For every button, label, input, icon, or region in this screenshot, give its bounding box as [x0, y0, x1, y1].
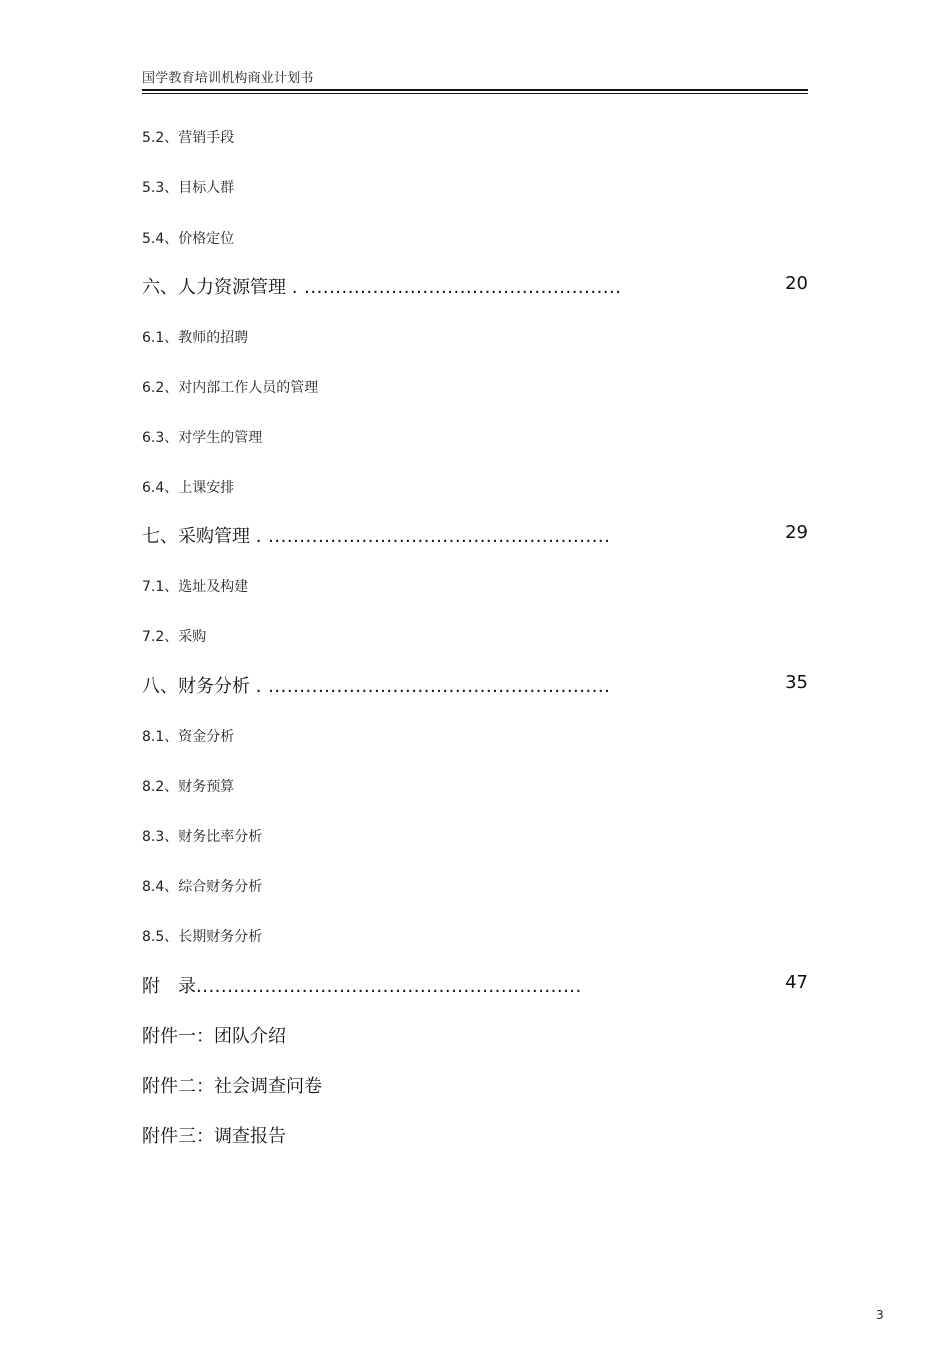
header-rule-thin	[142, 93, 808, 94]
toc-entry-attachment-1[interactable]	[142, 1022, 808, 1048]
toc-page-number: 47	[785, 972, 808, 993]
toc-entry-label: 八、财务分析	[142, 676, 256, 697]
toc-entry-label: 附 录	[142, 976, 196, 997]
toc-entry-5-4[interactable]	[142, 228, 808, 248]
page-number: 3	[876, 1308, 884, 1322]
running-header-title: 国学教育培训机构商业计划书	[142, 71, 314, 86]
toc-entry-6-4[interactable]	[142, 477, 808, 497]
toc-entry-label: 6.2、对内部工作人员的管理	[142, 380, 319, 396]
toc-entry-7-1[interactable]	[142, 576, 808, 596]
toc-entry-label: 7.1、选址及构建	[142, 579, 249, 595]
toc-entry-label: 6.1、教师的招聘	[142, 330, 249, 346]
toc-entry-chapter-8[interactable]	[142, 672, 808, 698]
toc-entry-8-2[interactable]	[142, 776, 808, 796]
toc-entry-8-5[interactable]	[142, 926, 808, 946]
header-rule-thick	[142, 89, 808, 91]
toc-leader-dots: ..............................................................	[196, 976, 582, 997]
toc-entry-5-2[interactable]	[142, 127, 808, 147]
toc-entry-label: 8.1、资金分析	[142, 729, 235, 745]
toc-entry-attachment-2[interactable]	[142, 1072, 808, 1098]
toc-entry-chapter-7[interactable]	[142, 522, 808, 548]
toc-leader-dots: . .......................................................	[255, 676, 611, 697]
toc-entry-6-3[interactable]	[142, 427, 808, 447]
toc-leader-dots: . .......................................................	[255, 526, 611, 547]
toc-entry-attachment-3[interactable]	[142, 1122, 808, 1148]
toc-page-number: 20	[785, 273, 808, 294]
toc-entry-label: 附件二：社会调查问卷	[142, 1076, 322, 1097]
toc-entry-label: 5.4、价格定位	[142, 231, 235, 247]
toc-entry-label: 6.4、上课安排	[142, 480, 235, 496]
toc-entry-label: 5.3、目标人群	[142, 180, 235, 196]
toc-entry-label: 8.2、财务预算	[142, 779, 235, 795]
toc-entry-8-1[interactable]	[142, 726, 808, 746]
toc-entry-label: 附件一：团队介绍	[142, 1026, 286, 1047]
header-double-rule	[142, 89, 808, 94]
toc-entry-label: 七、采购管理	[142, 526, 256, 547]
toc-entry-8-3[interactable]	[142, 826, 808, 846]
toc-entry-label: 8.3、财务比率分析	[142, 829, 263, 845]
toc-entry-label: 7.2、采购	[142, 629, 207, 645]
toc-entry-label: 六、人力资源管理	[142, 277, 292, 298]
toc-page-number: 35	[785, 672, 808, 693]
toc-entry-6-2[interactable]	[142, 377, 808, 397]
toc-entry-chapter-6[interactable]	[142, 273, 808, 299]
toc-entry-5-3[interactable]	[142, 177, 808, 197]
toc-page-number: 29	[785, 522, 808, 543]
toc-entry-label: 8.4、综合财务分析	[142, 879, 263, 895]
toc-leader-dots: . ...................................................	[291, 277, 622, 298]
toc-entry-appendix[interactable]	[142, 972, 808, 998]
toc-entry-label: 附件三：调查报告	[142, 1126, 286, 1147]
toc-entry-7-2[interactable]	[142, 626, 808, 646]
toc-entry-label: 5.2、营销手段	[142, 130, 235, 146]
toc-entry-8-4[interactable]	[142, 876, 808, 896]
toc-entry-label: 6.3、对学生的管理	[142, 430, 263, 446]
toc-entry-6-1[interactable]	[142, 327, 808, 347]
toc-entry-label: 8.5、长期财务分析	[142, 929, 263, 945]
